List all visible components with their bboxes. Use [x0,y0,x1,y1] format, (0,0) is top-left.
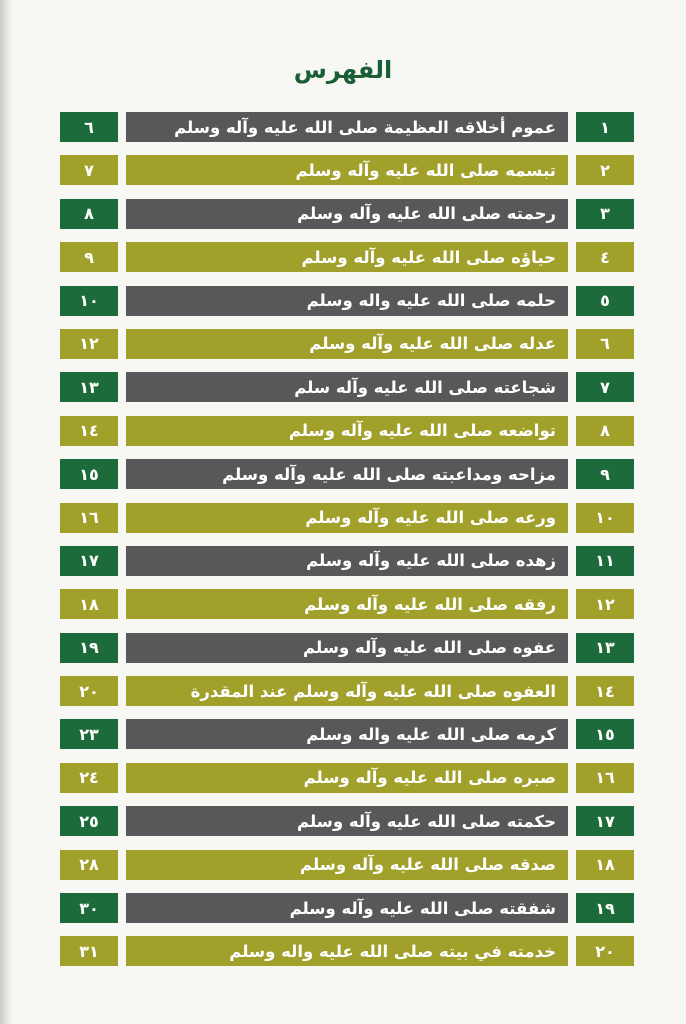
toc-index-number: ١٥ [576,719,634,749]
toc-row[interactable] [60,416,634,446]
toc-row[interactable] [60,546,634,576]
toc-entry-title: تواضعه صلى الله عليه وآله وسلم [126,416,568,446]
toc-row[interactable] [60,589,634,619]
toc-entry-title: حكمته صلى الله عليه وآله وسلم [126,806,568,836]
toc-entry-title: زهده صلى الله عليه وآله وسلم [126,546,568,576]
page-title: الفهرس [293,56,393,84]
toc-entry-title: رحمته صلى الله عليه وآله وسلم [126,199,568,229]
toc-row[interactable] [60,199,634,229]
toc-index-number: ١٨ [576,850,634,880]
toc-row[interactable] [60,503,634,533]
toc-page-number: ١٢ [60,329,118,359]
toc-index-number: ٧ [576,372,634,402]
toc-entry-title: رفقه صلى الله عليه وآله وسلم [126,589,568,619]
toc-row[interactable] [60,459,634,489]
toc-page-number: ٢٥ [60,806,118,836]
toc-page-number: ١٥ [60,459,118,489]
toc-row[interactable] [60,893,634,923]
toc-entry-title: ورعه صلى الله عليه وآله وسلم [126,503,568,533]
toc-row[interactable] [60,936,634,966]
toc-page-number: ١٩ [60,633,118,663]
toc-index-number: ١٢ [576,589,634,619]
toc-page-number: ٧ [60,155,118,185]
toc-page-number: ١٧ [60,546,118,576]
toc-index-number: ١٩ [576,893,634,923]
toc-row[interactable] [60,719,634,749]
toc-row[interactable] [60,329,634,359]
toc-page-number: ٣١ [60,936,118,966]
toc-index-number: ١ [576,112,634,142]
toc-row[interactable] [60,676,634,706]
toc-page-number: ٩ [60,242,118,272]
toc-page-number: ٢٠ [60,676,118,706]
toc-entry-title: تبسمه صلى الله عليه وآله وسلم [126,155,568,185]
toc-index-number: ٢٠ [576,936,634,966]
toc-page-number: ٦ [60,112,118,142]
toc-page-number: ٢٣ [60,719,118,749]
toc-row[interactable] [60,242,634,272]
toc-index-number: ١٧ [576,806,634,836]
toc-index-number: ٢ [576,155,634,185]
toc-entry-title: كرمه صلى الله عليه واله وسلم [126,719,568,749]
toc-entry-title: حلمه صلى الله عليه واله وسلم [126,286,568,316]
toc-page-number: ١٠ [60,286,118,316]
toc-page-number: ٢٤ [60,763,118,793]
toc-index-number: ١٤ [576,676,634,706]
toc-page-number: ١٨ [60,589,118,619]
toc-entry-title: صدقه صلى الله عليه وآله وسلم [126,850,568,880]
toc-index-number: ١٣ [576,633,634,663]
toc-entry-title: حياؤه صلى الله عليه وآله وسلم [126,242,568,272]
toc-row[interactable] [60,763,634,793]
toc-page-number: ٨ [60,199,118,229]
toc-entry-title: عموم أخلاقه العظيمة صلى الله عليه وآله وسلم [126,112,568,142]
toc-row[interactable] [60,286,634,316]
toc-index-number: ٩ [576,459,634,489]
toc-entry-title: عدله صلى الله عليه وآله وسلم [126,329,568,359]
toc-entry-title: مزاحه ومداعبته صلى الله عليه وآله وسلم [126,459,568,489]
toc-entry-title: شجاعته صلى الله عليه وآله سلم [126,372,568,402]
toc-page-number: ١٣ [60,372,118,402]
toc-row[interactable] [60,850,634,880]
toc-row[interactable] [60,372,634,402]
page-edge-shadow [0,0,14,1024]
toc-entry-title: عفوه صلى الله عليه وآله وسلم [126,633,568,663]
toc-index-number: ٦ [576,329,634,359]
toc-index-number: ١١ [576,546,634,576]
toc-page-number: ٢٨ [60,850,118,880]
toc-entry-title: خدمته في بيته صلى الله عليه واله وسلم [126,936,568,966]
toc-page-number: ١٦ [60,503,118,533]
toc-entry-title: صبره صلى الله عليه وآله وسلم [126,763,568,793]
toc-index-number: ١٠ [576,503,634,533]
toc-entry-title: العفوه صلى الله عليه وآله وسلم عند المقدرة [126,676,568,706]
toc-row[interactable] [60,155,634,185]
toc-index-number: ٤ [576,242,634,272]
toc-index-number: ٥ [576,286,634,316]
toc-row[interactable] [60,112,634,142]
toc-row[interactable] [60,806,634,836]
table-of-contents [60,112,634,980]
toc-page-number: ١٤ [60,416,118,446]
toc-index-number: ٣ [576,199,634,229]
toc-index-number: ١٦ [576,763,634,793]
toc-index-number: ٨ [576,416,634,446]
toc-page-number: ٣٠ [60,893,118,923]
toc-row[interactable] [60,633,634,663]
toc-entry-title: شفقته صلى الله عليه وآله وسلم [126,893,568,923]
